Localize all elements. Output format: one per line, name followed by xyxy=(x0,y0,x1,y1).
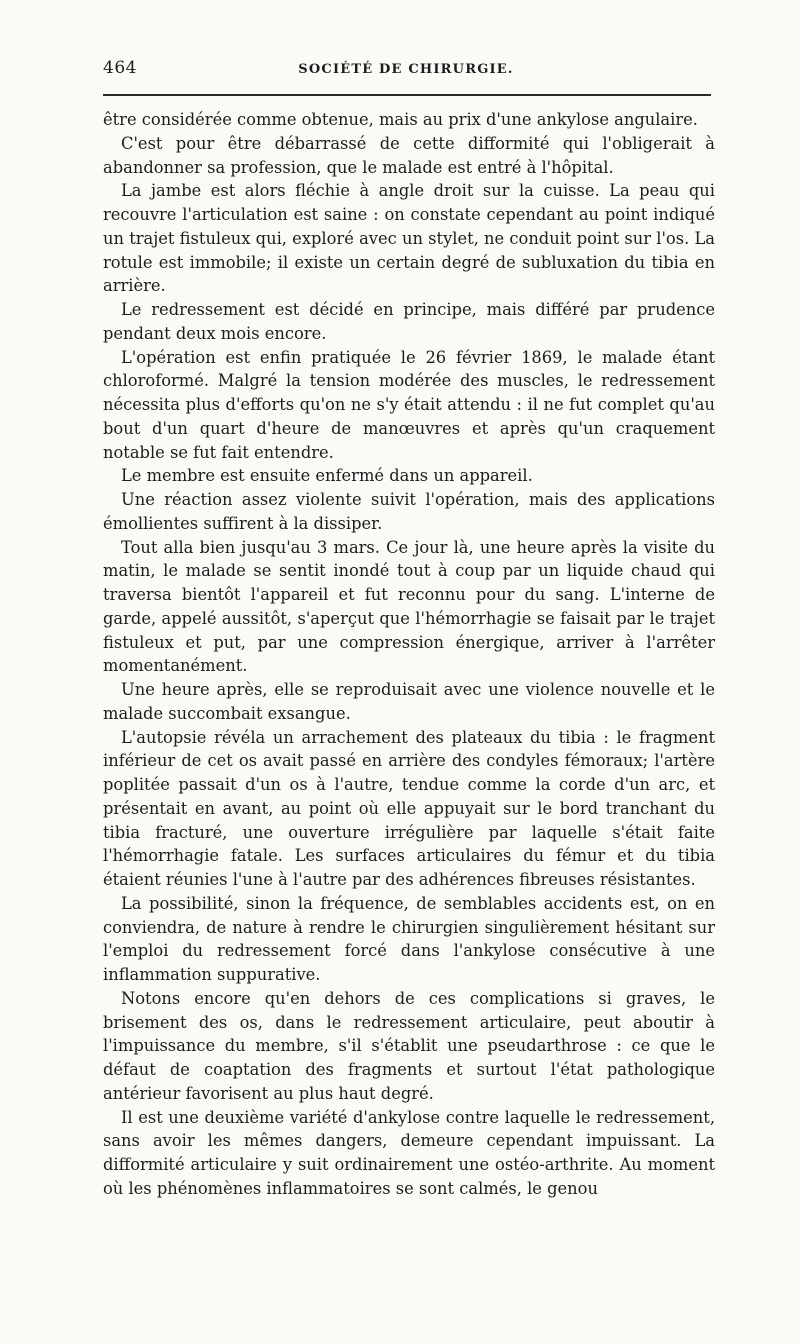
paragraph: C'est pour être débarrassé de cette difformité qui l'obligerait à abandonner sa profession, que le malade est entré à l'hôpital. xyxy=(103,133,715,177)
page-header xyxy=(103,58,715,86)
paragraph: La possibilité, sinon la fréquence, de semblables accidents est, on en conviendra, de nature à rendre le chirurgien singulièrement hésitant sur l'emploi du redressement forcé dans l'ankylose consécutive à une inflammation suppurative. xyxy=(103,893,715,984)
paragraph: Le membre est ensuite enfermé dans un appareil. xyxy=(121,466,533,486)
paragraph: Tout alla bien jusqu'au 3 mars. Ce jour là, une heure après la visite du matin, le malade se sentit inondé tout à coup par un liquide chaud qui traversa bientôt l'appareil et fut reconnu pour du sang. L'interne de garde, appelé aussitôt, s'aperçut que l'hémorrhagie se faisait par le trajet fistuleux et put, par une compression énergique, arriver à l'arrêter momentanément. xyxy=(103,537,715,676)
paragraph: Une heure après, elle se reproduisait avec une violence nouvelle et le malade succombait exsangue. xyxy=(103,680,715,723)
paragraph: Il est une deuxième variété d'ankylose contre laquelle le redressement, sans avoir les mêmes dangers, demeure cependant impuissant. La difformité articulaire y suit ordinairement une ostéo-arthrite. Au moment où les phénomènes inflammatoires se sont calmés, le genou xyxy=(103,1107,715,1198)
paragraph: La jambe est alors fléchie à angle droit sur la cuisse. La peau qui recouvre l'articulation est saine : on constate cependant au point indiqué un trajet fistuleux qui, exploré avec un stylet, ne conduit point sur l'os. La rotule est immobile; il existe un certain degré de subluxation du tibia en arrière. xyxy=(103,181,715,296)
running-title: SOCIÉTÉ DE CHIRURGIE. xyxy=(298,62,514,77)
paragraph: Notons encore qu'en dehors de ces complications si graves, le brisement des os, dans le redressement articulaire, peut aboutir à l'impuissance du membre, s'il s'établit une pseudarthrose : ce que le défaut de coaptation des fragments et surtout l'état pathologique antérieur favorisent au plus haut degré. xyxy=(103,988,715,1103)
book-page xyxy=(103,58,715,1201)
paragraph: L'autopsie révéla un arrachement des plateaux du tibia : le fragment inférieur de cet os avait passé en arrière des condyles fémoraux; l'artère poplitée passait d'un os à l'autre, tendue comme la corde d'un arc, et présentait en avant, au point où elle appuyait sur le bord tranchant du tibia fracturé, une ouverture irrégulière par laquelle s'était faite l'hémorrhagie fatale. Les surfaces articulaires du fémur et du tibia étaient réunies l'une à l'autre par des adhérences fibreuses résistantes. xyxy=(103,727,715,889)
header-rule xyxy=(103,94,711,96)
body-text xyxy=(103,108,715,1201)
paragraph: être considérée comme obtenue, mais au prix d'une ankylose angulaire. xyxy=(103,110,698,129)
paragraph: L'opération est enfin pratiquée le 26 février 1869, le malade étant chloroformé. Malgré la tension modérée des muscles, le redressement nécessita plus d'efforts qu'on ne s'y était attendu : il ne fut complet qu'au bout d'un quart d'heure de manœuvres et après qu'un craquement notable se fut fait entendre. xyxy=(103,347,715,462)
page-number: 464 xyxy=(103,58,137,78)
paragraph: Le redressement est décidé en principe, mais différé par prudence pendant deux mois encore. xyxy=(103,300,715,343)
paragraph: Une réaction assez violente suivit l'opération, mais des applications émollientes suffirent à la dissiper. xyxy=(103,490,715,533)
